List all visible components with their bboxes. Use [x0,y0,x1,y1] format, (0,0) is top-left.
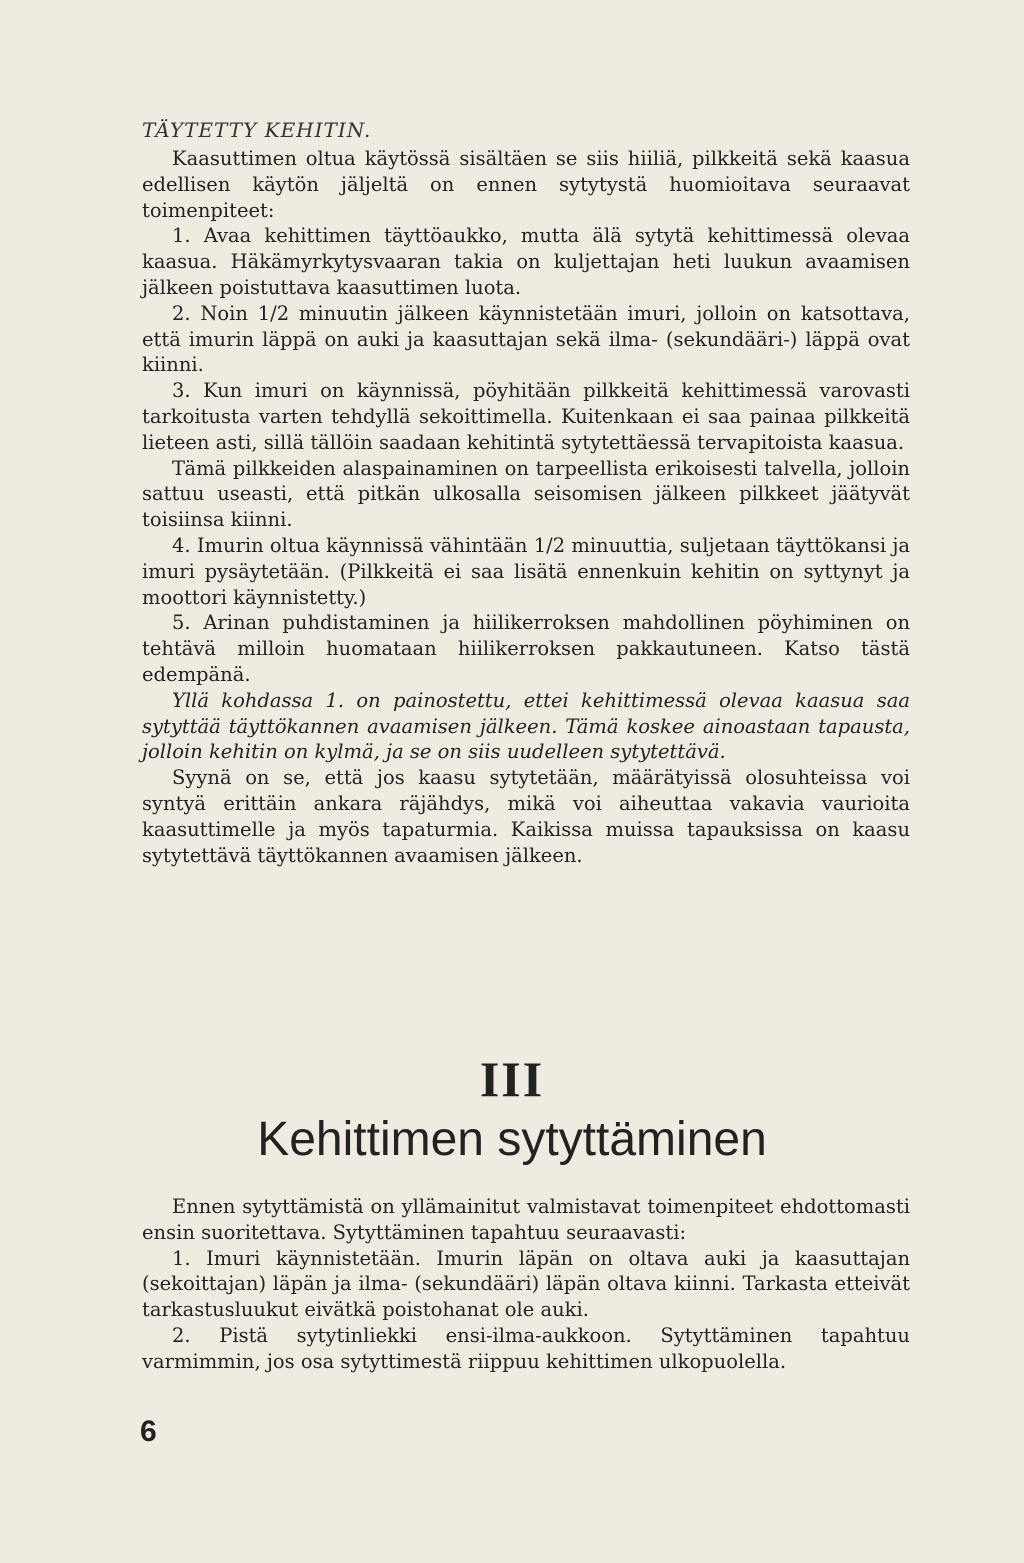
paragraph: 4. Imurin oltua käynnissä vähintään 1/2 minuuttia, suljetaan täyttökansi ja imuri pysäytetään. (Pilkkeitä ei saa lisätä ennenkuin kehitin on syttynyt ja moottori käynnistetty.) [142,533,910,609]
paragraph: Syynä on se, että jos kaasu sytytetään, määrätyissä olosuhteissa voi syntyä erittäin ankara räjähdys, mikä voi aiheuttaa vakavia vaurioita kaasuttimelle ja myös tapaturmia. Kaikissa muissa tapauksissa on kaasu sytytettävä täyttökannen avaamisen jälkeen. [142,766,910,867]
paragraph: Tämä pilkkeiden alaspainaminen on tarpeellista erikoisesti talvella, jolloin sattuu useasti, että pitkän ulkosalla seisomisen jälkeen pilkkeet jäätyvät toisiinsa kiinni. [142,456,910,532]
chapter-title: Kehittimen sytyttäminen [257,1113,767,1166]
paragraph: 2. Pistä sytytinliekki ensi-ilma-aukkoon. Sytyttäminen tapahtuu varmimmin, jos osa sytyttimestä riippuu kehittimen ulkopuolella. [142,1323,910,1373]
paragraph: 1. Imuri käynnistetään. Imurin läpän on oltava auki ja kaasuttajan (sekoittajan) läpän ja ilma- (sekundääri) läpän oltava kiinni. Tarkasta etteivät tarkastusluukut eivätkä poistohanat ole auki. [142,1246,910,1322]
page-number: 6 [140,1415,157,1448]
paragraph: 3. Kun imuri on käynnissä, pöyhitään pilkkeitä kehittimessä varovasti tarkoitusta varten tehdyllä sekoittimella. Kuitenkaan ei saa painaa pilkkeitä lieteen asti, sillä tällöin saadaan kehitintä sytytettäessä tervapitoista kaasua. [142,379,910,454]
paragraph-italic: Yllä kohdassa 1. on painostettu, ettei kehittimessä olevaa kaasua saa sytyttää täyttökannen avaamisen jälkeen. Tämä koskee ainoastaan tapausta, jolloin kehitin on kylmä, ja se on siis uudelleen sytytettävä. [142,688,910,764]
body-text-lower [142,1194,910,1375]
paragraph: 1. Avaa kehittimen täyttöaukko, mutta älä sytytä kehittimessä olevaa kaasua. Häkämyrkytysvaaran takia on kuljettajan heti luukun avaamisen jälkeen poistuttava kaasuttimen luota. [142,224,910,299]
paragraph: 5. Arinan puhdistaminen ja hiilikerroksen mahdollinen pöyhiminen on tehtävä milloin huomataan hiilikerroksen pakkautuneen. Katso tästä edempänä. [142,611,910,686]
section-heading: TÄYTETTY KEHITIN. [142,118,372,142]
chapter-number: III [479,1051,545,1107]
body-text-upper [142,146,910,868]
paragraph: 2. Noin 1/2 minuutin jälkeen käynnistetään imuri, jolloin on katsottava, että imurin läppä on auki ja kaasuttajan sekä ilma- (sekundääri-) läppä ovat kiinni. [142,301,910,377]
paragraph: Ennen sytyttämistä on yllämainitut valmistavat toimenpiteet ehdottomasti ensin suoritettava. Sytyttäminen tapahtuu seuraavasti: [142,1195,910,1244]
paragraph: Kaasuttimen oltua käytössä sisältäen se siis hiiliä, pilkkeitä sekä kaasua edellisen käytön jäljeltä on ennen sytytystä huomioitava seuraavat toimenpiteet: [142,147,910,222]
